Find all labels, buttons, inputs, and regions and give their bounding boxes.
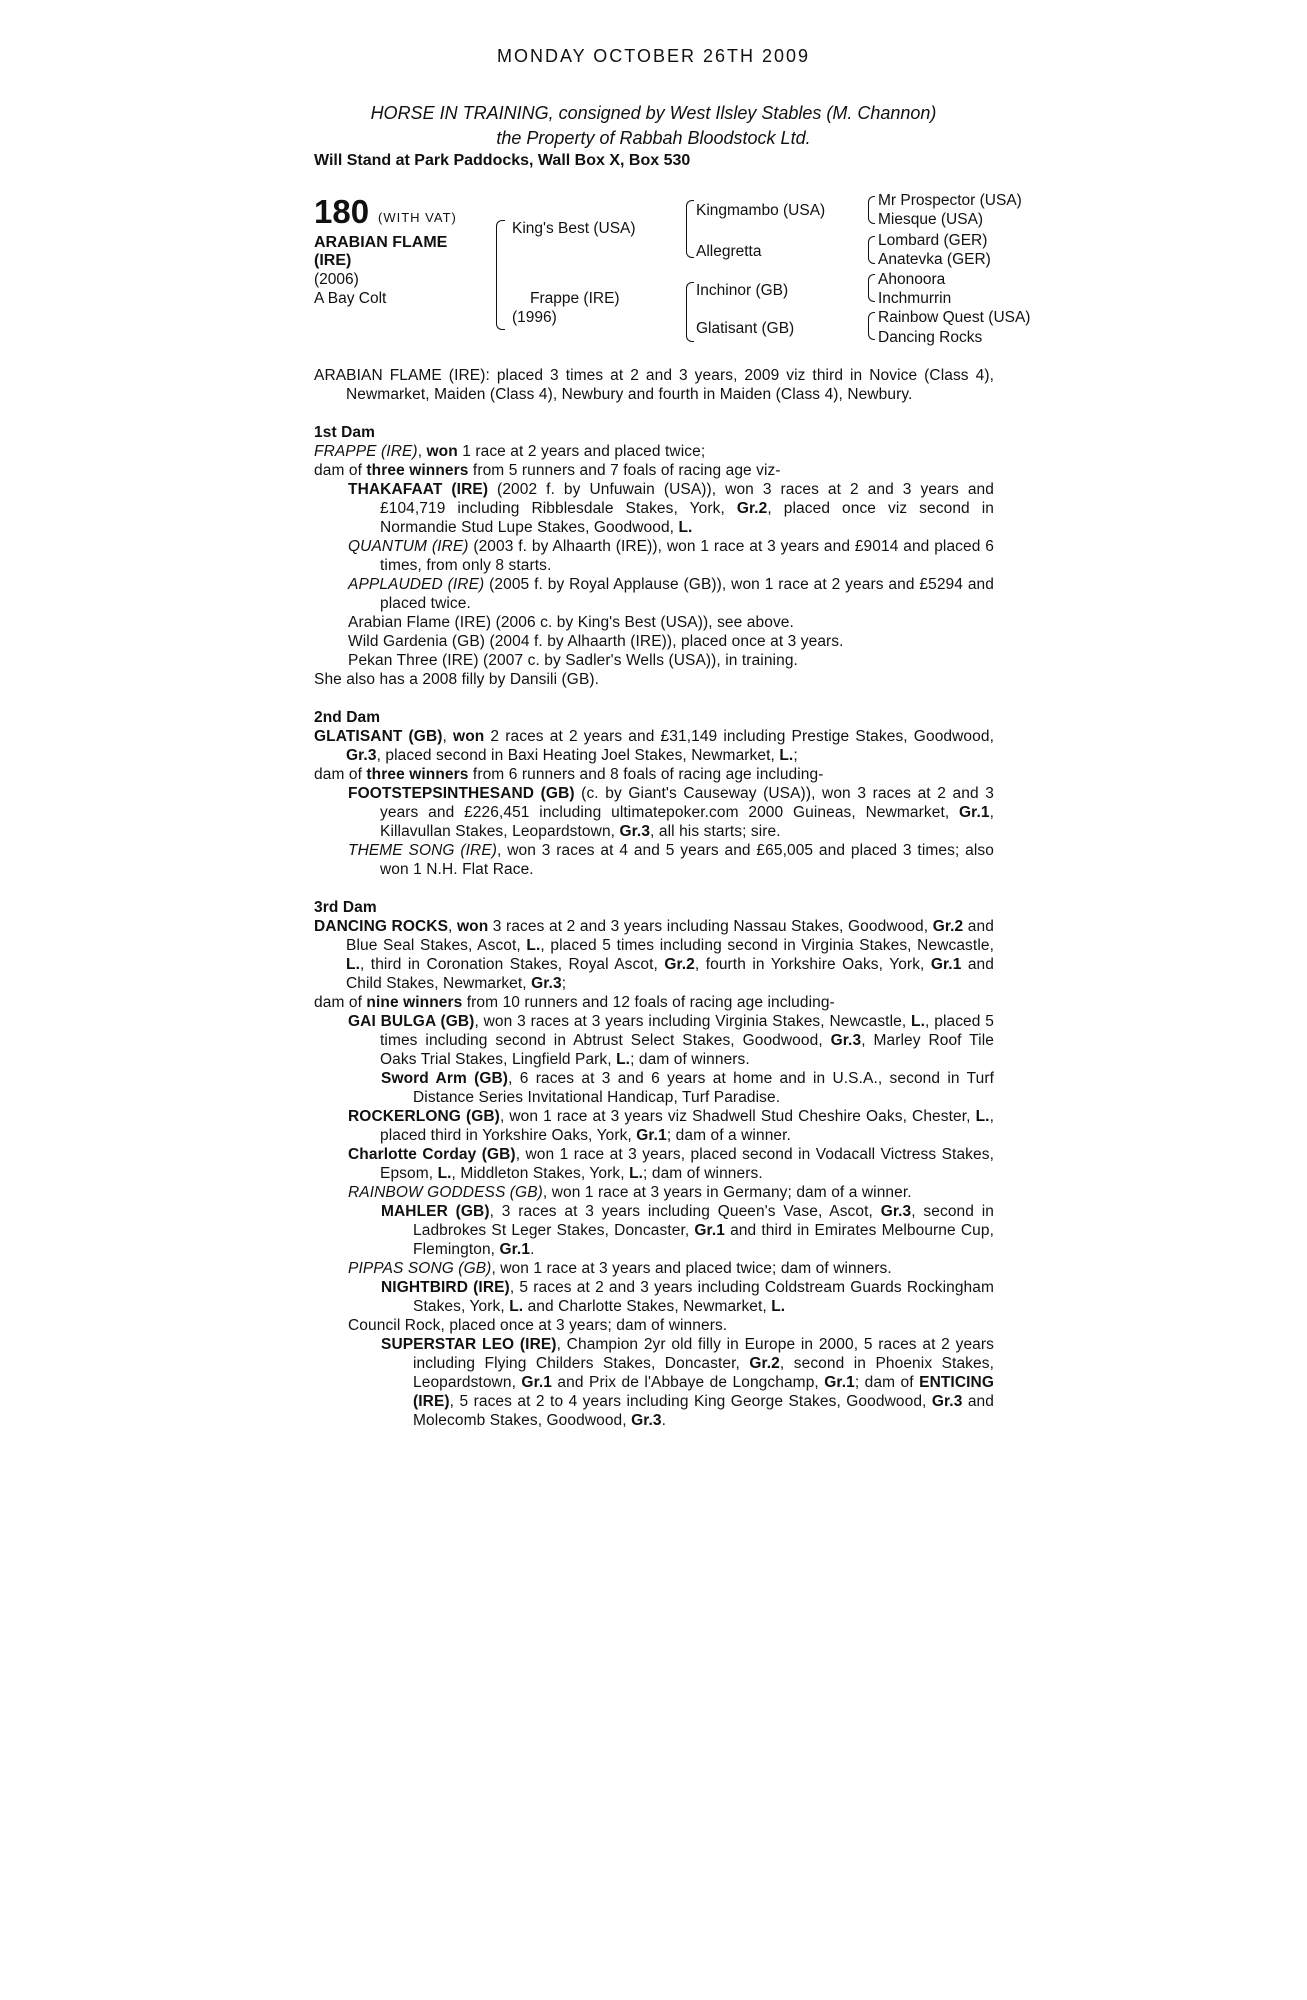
pedigree-brace-sire <box>686 200 694 258</box>
pedigree-dam: Frappe (IRE) <box>530 290 620 307</box>
pedigree-dam-sire: Inchinor (GB) <box>696 282 789 299</box>
pedigree-ggs-5: Ahonoora <box>878 271 946 288</box>
produce-entry: Wild Gardenia (GB) (2004 f. by Alhaarth (IRE)), placed once at 3 years. <box>348 633 844 650</box>
pedigree-brace-dam <box>686 282 694 342</box>
produce-entry: APPLAUDED (IRE) (2005 f. by Royal Applause (GB)), won 1 race at 2 years and £5294 and placed twice. <box>348 576 994 612</box>
catalogue-body <box>314 366 994 1430</box>
third-dam-heading: 3rd Dam <box>314 899 377 916</box>
sale-date: MONDAY OCTOBER 26TH 2009 <box>496 46 811 66</box>
owner-line: the Property of Rabbah Bloodstock Ltd. <box>496 128 811 148</box>
stabling-line: Will Stand at Park Paddocks, Wall Box X, Box 530 <box>314 152 691 169</box>
second-dam-heading: 2nd Dam <box>314 709 381 726</box>
third-dam-section <box>314 898 994 1430</box>
dam-record: DANCING ROCKS, won 3 races at 2 and 3 years including Nassau Stakes, Goodwood, Gr.2 and Blue Seal Stakes, Ascot, L., placed 5 times including second in Virginia Stakes, Newcastle, L., third in Coronation Stakes, Royal Ascot, Gr.2, fourth in Yorkshire Oaks, York, Gr.1 and Child Stakes, Newmarket, Gr.3; <box>314 918 994 992</box>
lot-number: 180 <box>314 193 370 230</box>
pedigree-brace-g1 <box>868 196 875 224</box>
produce-entry: Sword Arm (GB), 6 races at 3 and 6 years at home and in U.S.A., second in Turf Distance Series Invitational Handicap, Turf Paradise. <box>381 1070 994 1106</box>
pedigree-ggs-2: Miesque (USA) <box>878 211 984 228</box>
pedigree-dam-dam: Glatisant (GB) <box>696 320 795 337</box>
dam-record: FRAPPE (IRE), won 1 race at 2 years and placed twice; <box>314 443 706 460</box>
produce-entry: SUPERSTAR LEO (IRE), Champion 2yr old filly in Europe in 2000, 5 races at 2 years including Flying Childers Stakes, Doncaster, Gr.2, second in Phoenix Stakes, Leopardstown, Gr.1 and Prix de l'Abbaye de Longchamp, Gr.1; dam of ENTICING (IRE), 5 races at 2 to 4 years including King George Stakes, Goodwood, Gr.3 and Molecomb Stakes, Goodwood, Gr.3. <box>381 1336 994 1429</box>
produce-entry: Arabian Flame (IRE) (2006 c. by King's Best (USA)), see above. <box>348 614 794 631</box>
pedigree-dam-year: (1996) <box>512 309 557 326</box>
race-record-summary: ARABIAN FLAME (IRE): placed 3 times at 2 and 3 years, 2009 viz third in Novice (Class 4), Newmarket, Maiden (Class 4), Newbury and fourth in Maiden (Class 4), Newbury. <box>314 367 994 403</box>
dam-produce-summary: dam of three winners from 5 runners and 7 foals of racing age viz- <box>314 462 781 479</box>
horse-name: ARABIAN FLAME (IRE) <box>314 234 448 269</box>
produce-entry: Pekan Three (IRE) (2007 c. by Sadler's Wells (USA)), in training. <box>348 652 798 669</box>
vat-label: (WITH VAT) <box>378 210 457 225</box>
produce-entry: ROCKERLONG (GB), won 1 race at 3 years viz Shadwell Stud Cheshire Oaks, Chester, L., placed third in Yorkshire Oaks, York, Gr.1; dam of a winner. <box>348 1108 994 1144</box>
pedigree-ggs-1: Mr Prospector (USA) <box>878 192 1022 209</box>
horse-year: (2006) <box>314 271 359 288</box>
produce-entry: Charlotte Corday (GB), won 1 race at 3 years, placed second in Vodacall Victress Stakes, Epsom, L., Middleton Stakes, York, L.; dam of winners. <box>348 1146 994 1182</box>
produce-entry: THEME SONG (IRE), won 3 races at 4 and 5 years and £65,005 and placed 3 times; also won 1 N.H. Flat Race. <box>348 842 994 878</box>
produce-entry: QUANTUM (IRE) (2003 f. by Alhaarth (IRE)), won 1 race at 3 years and £9014 and placed 6 times, from only 8 starts. <box>348 538 994 574</box>
consignor-line: HORSE IN TRAINING, consigned by West Ilsley Stables (M. Channon) <box>370 103 937 123</box>
pedigree-brace-g2 <box>868 236 875 264</box>
produce-entry: THAKAFAAT (IRE) (2002 f. by Unfuwain (USA)), won 3 races at 2 and 3 years and £104,719 including Ribblesdale Stakes, York, Gr.2, placed once viz second in Normandie Stud Lupe Stakes, Goodwood, L. <box>348 481 994 536</box>
pedigree-ggs-7: Rainbow Quest (USA) <box>878 309 1031 326</box>
first-dam-section <box>314 423 994 689</box>
pedigree-sire: King's Best (USA) <box>512 220 636 237</box>
pedigree-brace-main <box>496 220 505 330</box>
first-dam-heading: 1st Dam <box>314 424 376 441</box>
pedigree-sire-sire: Kingmambo (USA) <box>696 202 826 219</box>
second-dam-section <box>314 708 994 879</box>
produce-entry: GAI BULGA (GB), won 3 races at 3 years including Virginia Stakes, Newcastle, L., placed 5 times including second in Abtrust Select Stakes, Goodwood, Gr.3, Marley Roof Tile Oaks Trial Stakes, Lingfield Park, L.; dam of winners. <box>348 1013 994 1068</box>
dam-record: GLATISANT (GB), won 2 races at 2 years and £31,149 including Prestige Stakes, Goodwood, Gr.3, placed second in Baxi Heating Joel Stakes, Newmarket, L.; <box>314 728 994 764</box>
pedigree-ggs-8: Dancing Rocks <box>878 329 983 346</box>
pedigree-ggs-6: Inchmurrin <box>878 290 952 307</box>
dam-produce-summary: dam of nine winners from 10 runners and 12 foals of racing age including- <box>314 994 835 1011</box>
produce-note: She also has a 2008 filly by Dansili (GB). <box>314 671 600 688</box>
pedigree-sire-dam: Allegretta <box>696 243 762 260</box>
pedigree-brace-g4 <box>868 312 875 340</box>
produce-entry: PIPPAS SONG (GB), won 1 race at 3 years and placed twice; dam of winners. <box>348 1260 892 1277</box>
produce-entry: Council Rock, placed once at 3 years; dam of winners. <box>348 1317 728 1334</box>
produce-entry: FOOTSTEPSINTHESAND (GB) (c. by Giant's Causeway (USA)), won 3 races at 2 and 3 years and £226,451 including ultimatepoker.com 2000 Guineas, Newmarket, Gr.1, Killavullan Stakes, Leopardstown, Gr.3, all his starts; sire. <box>348 785 994 840</box>
produce-entry: RAINBOW GODDESS (GB), won 1 race at 3 years in Germany; dam of a winner. <box>348 1184 912 1201</box>
pedigree-ggs-3: Lombard (GER) <box>878 232 988 249</box>
pedigree-ggs-4: Anatevka (GER) <box>878 251 991 268</box>
produce-entry: MAHLER (GB), 3 races at 3 years including Queen's Vase, Ascot, Gr.3, second in Ladbrokes St Leger Stakes, Doncaster, Gr.1 and third in Emirates Melbourne Cup, Flemington, Gr.1. <box>381 1203 995 1258</box>
horse-description: A Bay Colt <box>314 290 387 307</box>
produce-entry: NIGHTBIRD (IRE), 5 races at 2 and 3 years including Coldstream Guards Rockingham Stakes, York, L. and Charlotte Stakes, Newmarket, L. <box>381 1279 995 1315</box>
pedigree-brace-g3 <box>868 274 875 302</box>
dam-produce-summary: dam of three winners from 6 runners and 8 foals of racing age including- <box>314 766 824 783</box>
